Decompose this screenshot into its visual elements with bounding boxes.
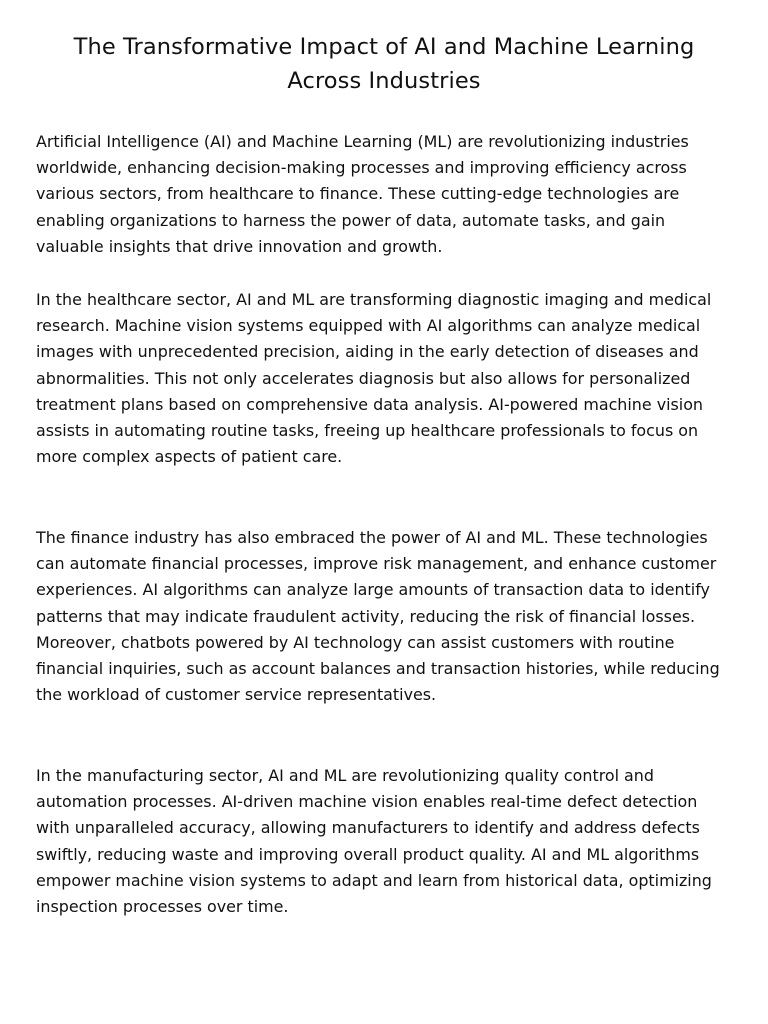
paragraph-introduction: Artificial Intelligence (AI) and Machine Learning (ML) are revolutionizing industries worldwide, enhancing decision-making processes and improving efficiency across various sectors, from healthcare to finance. These cutting-edge technologies are enabling organizations to harness the power of data, automate tasks, and gain valuable insights that drive innovation and growth. [36, 132, 689, 256]
paragraph-manufacturing: In the manufacturing sector, AI and ML are revolutionizing quality control and automation processes. AI-driven machine vision enables real-time defect detection with unparalleled accuracy, allowing manufacturers to identify and address defects swiftly, reducing waste and improving overall product quality. AI and ML algorithms empower machine vision systems to adapt and learn from historical data, optimizing inspection processes over time. [36, 766, 712, 917]
document-title: The Transformative Impact of AI and Machine Learning Across Industries [73, 34, 695, 94]
paragraph-healthcare: In the healthcare sector, AI and ML are transforming diagnostic imaging and medical research. Machine vision systems equipped with AI algorithms can analyze medical images with unprecedented precision, aiding in the early detection of diseases and abnormalities. This not only accelerates diagnosis but also allows for personalized treatment plans based on comprehensive data analysis. AI-powered machine vision assists in automating routine tasks, freeing up healthcare professionals to focus on more complex aspects of patient care. [36, 290, 712, 467]
paragraph-finance: The finance industry has also embraced the power of AI and ML. These technologies can automate financial processes, improve risk management, and enhance customer experiences. AI algorithms can analyze large amounts of transaction data to identify patterns that may indicate fraudulent activity, reducing the risk of financial losses. Moreover, chatbots powered by AI technology can assist customers with routine financial inquiries, such as account balances and transaction histories, while reducing the workload of customer service representatives. [36, 528, 720, 705]
